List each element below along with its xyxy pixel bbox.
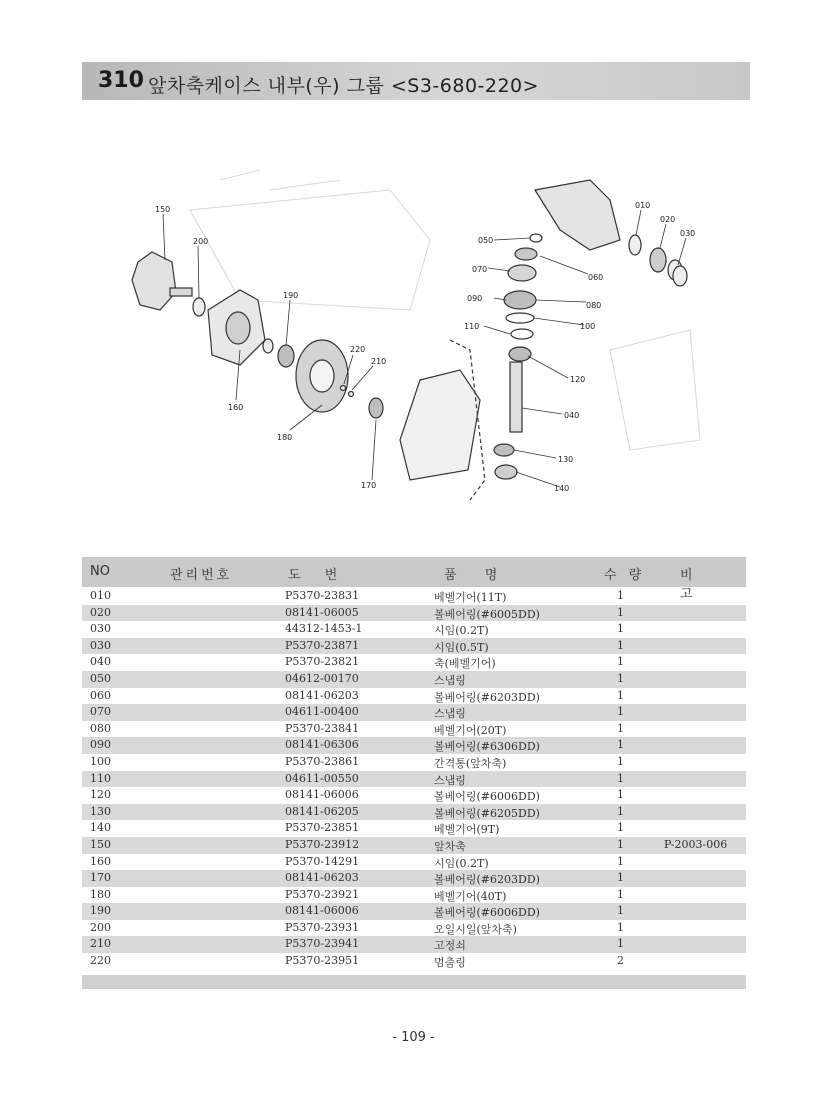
- row-qty: 1: [617, 738, 624, 752]
- row-no: 130: [90, 804, 111, 818]
- callout-160: 160: [228, 403, 244, 412]
- callout-200: 200: [193, 237, 209, 246]
- row-part-name: 볼베어링(#6006DD): [434, 906, 540, 920]
- row-no: 070: [90, 705, 111, 719]
- row-part-number: P5370-23831: [285, 589, 360, 602]
- callout-020: 020: [660, 215, 676, 224]
- row-no: 190: [90, 904, 111, 918]
- row-part-name: 앞차축: [434, 839, 466, 853]
- callout-120: 120: [570, 375, 586, 384]
- table-row: [82, 721, 746, 738]
- row-no: 160: [90, 854, 111, 868]
- row-qty: 1: [617, 688, 624, 702]
- row-qty: 1: [617, 871, 624, 885]
- table-row: [82, 704, 746, 721]
- table-row: [82, 870, 746, 887]
- callout-100: 100: [580, 322, 596, 331]
- col-no: NO: [90, 564, 110, 579]
- callout-210: 210: [371, 357, 387, 366]
- row-part-name: 축(베벨기어): [434, 657, 496, 671]
- callout-110: 110: [464, 322, 480, 331]
- callout-130: 130: [558, 455, 574, 464]
- callout-070: 070: [472, 265, 488, 274]
- row-no: 200: [90, 920, 111, 934]
- row-qty: 1: [617, 671, 624, 685]
- row-qty: 1: [617, 854, 624, 868]
- row-no: 170: [90, 871, 111, 885]
- table-row: [82, 588, 746, 605]
- row-no: 020: [90, 605, 111, 619]
- row-part-name: 볼베어링(#6203DD): [434, 690, 540, 704]
- col-qty: 수 량: [604, 568, 646, 583]
- section-banner: [82, 62, 750, 100]
- row-remark: P-2003-006: [664, 837, 728, 851]
- row-no: 100: [90, 754, 111, 768]
- row-part-number: P5370-23941: [285, 937, 360, 951]
- row-qty: 1: [617, 837, 624, 851]
- exploded-parts-diagram: [90, 150, 740, 510]
- table-row: [82, 621, 746, 638]
- row-part-number: P5370-23841: [285, 721, 360, 735]
- row-no: 030: [90, 638, 111, 652]
- row-part-number: 08141-06203: [285, 871, 359, 885]
- table-row: [82, 737, 746, 754]
- row-part-number: P5370-23851: [285, 821, 360, 835]
- row-part-name: 베벨기어(20T): [434, 723, 507, 737]
- row-part-number: 08141-06006: [285, 788, 359, 802]
- row-no: 140: [90, 821, 111, 835]
- row-no: 180: [90, 887, 111, 901]
- section-number: 310: [98, 68, 144, 93]
- table-row: [82, 638, 746, 655]
- table-row: [82, 804, 746, 821]
- row-no: 080: [90, 721, 111, 735]
- table-row: [82, 837, 746, 854]
- row-no: 090: [90, 738, 111, 752]
- row-qty: 1: [617, 904, 624, 918]
- row-part-name: 고정쇠: [434, 939, 466, 953]
- row-no: 030: [90, 622, 111, 636]
- row-no: 210: [90, 937, 111, 951]
- table-row: [82, 754, 746, 771]
- row-part-name: 오일시일(앞차축): [434, 922, 517, 936]
- row-part-number: 08141-06203: [285, 688, 359, 702]
- row-part-name: 시임(0.2T): [434, 856, 489, 870]
- table-body: [82, 588, 746, 970]
- callout-220: 220: [350, 345, 366, 354]
- row-qty: 1: [617, 589, 624, 602]
- table-footer-bar: [82, 975, 746, 989]
- table-row: [82, 820, 746, 837]
- row-part-number: 08141-06006: [285, 904, 359, 918]
- row-qty: 1: [617, 754, 624, 768]
- section-title: 앞차축케이스 내부(우) 그룹 <S3-680-220>: [148, 75, 540, 97]
- row-part-name: 시임(0.5T): [434, 640, 489, 654]
- row-part-name: 볼베어링(#6203DD): [434, 873, 540, 887]
- row-qty: 1: [617, 771, 624, 785]
- row-part-number: P5370-23861: [285, 754, 360, 768]
- row-part-name: 볼베어링(#6005DD): [434, 607, 540, 621]
- row-part-number: 08141-06005: [285, 605, 359, 619]
- row-part-number: 08141-06205: [285, 804, 359, 818]
- table-row: [82, 854, 746, 871]
- table-row: [82, 920, 746, 937]
- row-no: 110: [90, 771, 111, 785]
- row-part-name: 스냅링: [434, 707, 466, 721]
- callout-140: 140: [554, 484, 570, 493]
- row-part-number: P5370-23931: [285, 920, 360, 934]
- row-no: 150: [90, 837, 111, 851]
- callout-060: 060: [588, 273, 604, 282]
- row-part-number: P5370-23912: [285, 837, 360, 851]
- table-row: [82, 671, 746, 688]
- row-part-name: 볼베어링(#6006DD): [434, 790, 540, 804]
- row-part-number: P5370-23921: [285, 887, 360, 901]
- row-part-name: 베벨기어(40T): [434, 889, 507, 903]
- callout-090: 090: [467, 294, 483, 303]
- row-part-number: 08141-06306: [285, 738, 359, 752]
- callout-190: 190: [283, 291, 299, 300]
- row-no: 220: [90, 954, 111, 968]
- row-qty: 1: [617, 705, 624, 719]
- row-part-name: 시임(0.2T): [434, 624, 489, 638]
- row-part-name: 볼베어링(#6205DD): [434, 806, 540, 820]
- row-qty: 1: [617, 638, 624, 652]
- table-row: [82, 903, 746, 920]
- table-row: [82, 887, 746, 904]
- row-part-name: 스냅링: [434, 773, 466, 787]
- callout-050: 050: [478, 236, 494, 245]
- col-mgmt: 관리번호: [170, 568, 233, 583]
- table-row: [82, 654, 746, 671]
- table-row: [82, 688, 746, 705]
- row-no: 010: [90, 589, 111, 602]
- row-qty: 1: [617, 721, 624, 735]
- row-qty: 1: [617, 937, 624, 951]
- callout-030: 030: [680, 229, 696, 238]
- row-qty: 1: [617, 821, 624, 835]
- callout-150: 150: [155, 205, 171, 214]
- row-qty: 1: [617, 622, 624, 636]
- row-no: 060: [90, 688, 111, 702]
- page-number: - 109 -: [392, 1030, 435, 1045]
- table-row: [82, 605, 746, 622]
- row-qty: 1: [617, 920, 624, 934]
- row-part-number: P5370-23871: [285, 638, 360, 652]
- parts-table: [82, 557, 746, 989]
- row-qty: 1: [617, 655, 624, 669]
- callout-080: 080: [586, 301, 602, 310]
- row-qty: 2: [617, 954, 624, 968]
- table-row: [82, 787, 746, 804]
- col-drawing: 도 번: [288, 568, 348, 583]
- row-part-name: 베벨기어(9T): [434, 823, 500, 837]
- callout-040: 040: [564, 411, 580, 420]
- table-row: [82, 953, 746, 970]
- row-part-number: 04612-00170: [285, 671, 359, 685]
- row-qty: 1: [617, 804, 624, 818]
- callout-010: 010: [635, 201, 651, 210]
- table-row: [82, 771, 746, 788]
- row-part-number: 04611-00400: [285, 705, 359, 719]
- row-no: 040: [90, 655, 111, 669]
- row-part-number: P5370-14291: [285, 854, 360, 868]
- row-no: 120: [90, 788, 111, 802]
- row-part-name: 볼베어링(#6306DD): [434, 740, 540, 754]
- row-part-name: 스냅링: [434, 673, 466, 687]
- row-qty: 1: [617, 788, 624, 802]
- row-no: 050: [90, 671, 111, 685]
- callout-170: 170: [361, 481, 377, 490]
- row-part-name: 베벨기어(11T): [434, 591, 507, 604]
- row-part-number: 04611-00550: [285, 771, 359, 785]
- row-part-name: 멈춤링: [434, 956, 466, 970]
- row-qty: 1: [617, 605, 624, 619]
- row-part-number: 44312-1453-1: [285, 622, 363, 636]
- row-part-number: P5370-23951: [285, 954, 360, 968]
- callout-180: 180: [277, 433, 293, 442]
- row-part-number: P5370-23821: [285, 655, 360, 669]
- col-name: 품 명: [444, 568, 510, 583]
- table-row: [82, 936, 746, 953]
- col-remark: 비 고: [680, 568, 707, 602]
- row-qty: 1: [617, 887, 624, 901]
- row-part-name: 간격통(앞차축): [434, 756, 507, 770]
